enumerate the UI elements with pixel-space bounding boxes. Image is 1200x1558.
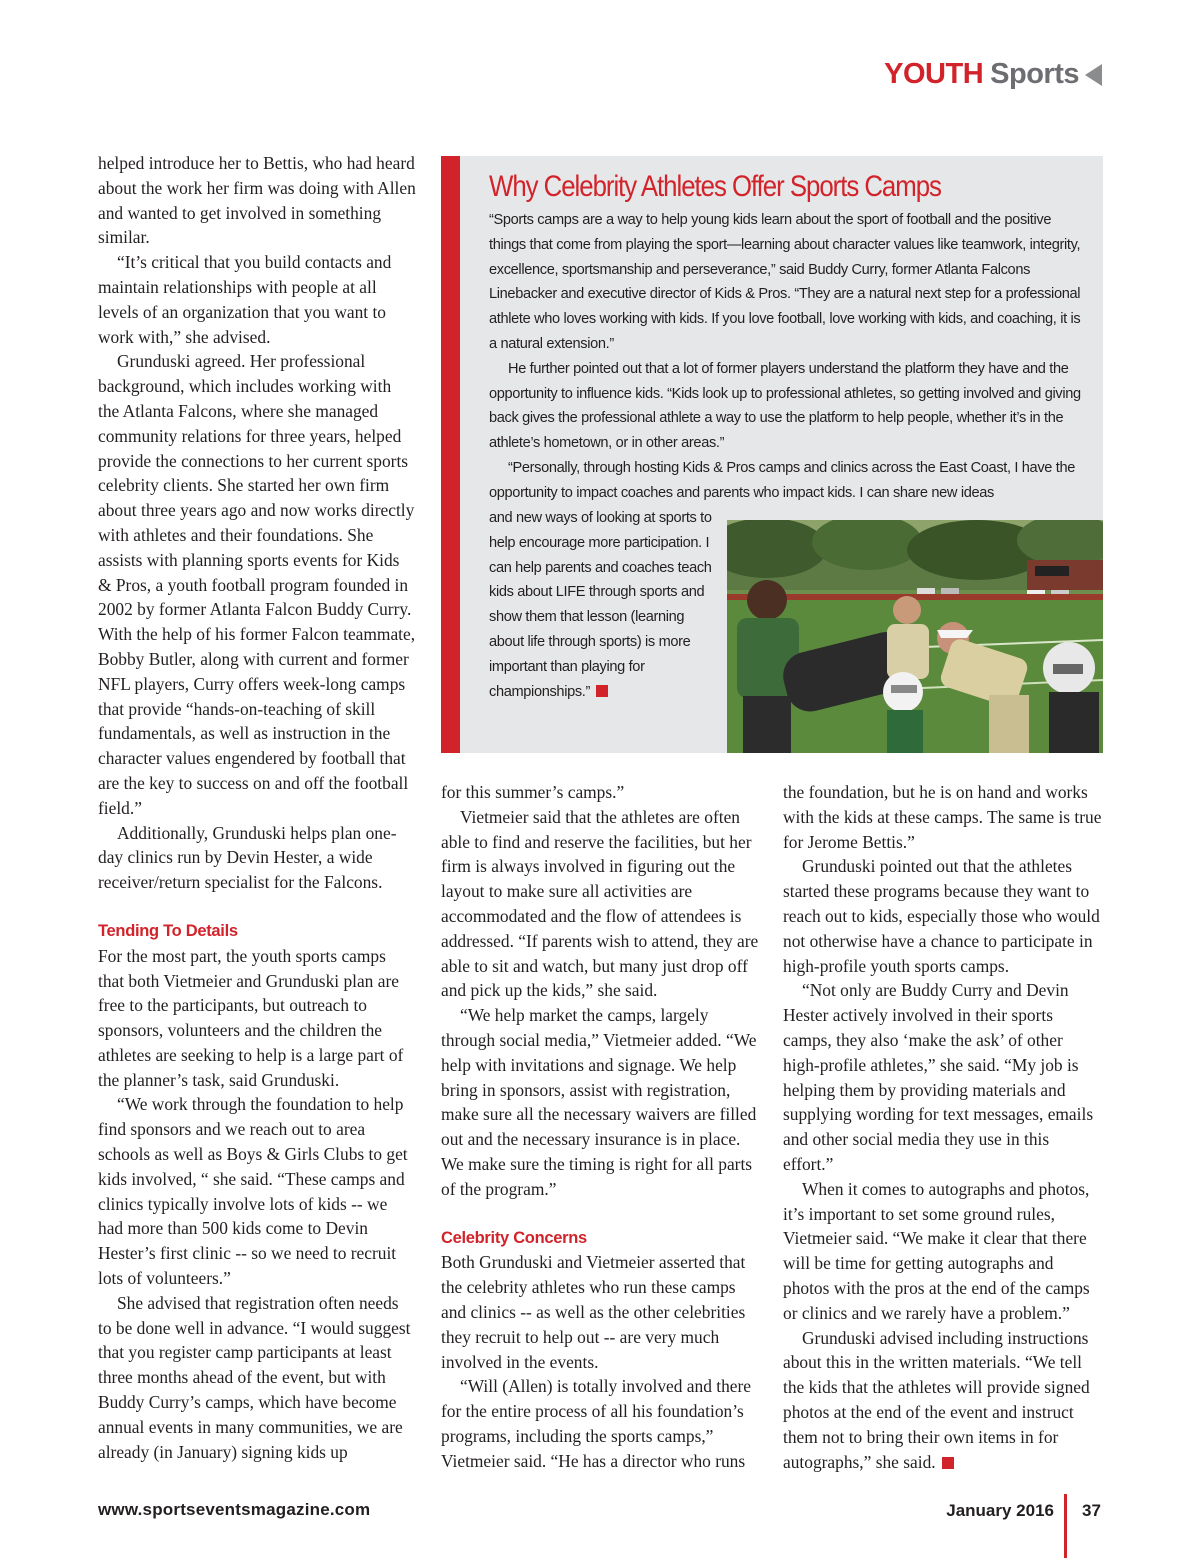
sidebar-paragraph: “Personally, through hosting Kids & Pros camps and clinics across the East Coast, I have the opportunity to impact coaches and parents who impact kids. I can share new ideas	[489, 459, 1075, 501]
section-header	[884, 58, 1102, 91]
football-camp-photo	[727, 520, 1103, 753]
page-number: 37	[1082, 1501, 1101, 1520]
footer-date: January 2016	[946, 1501, 1054, 1520]
paragraph: “Will (Allen) is totally involved and there for the entire process of all his foundation’s programs, including the sports camps,” Vietmeier said. “He has a director who runs	[441, 1376, 751, 1471]
paragraph: For the most part, the youth sports camps that both Vietmeier and Grunduski plan are free to the participants, but outreach to sponsors, volunteers and the children the athletes are seeking to help is a large part of the planner’s task, said Grunduski.	[98, 945, 404, 1090]
section-header-light: Sports	[990, 58, 1079, 90]
article-column-3	[783, 780, 1103, 1474]
paragraph: When it comes to autographs and photos, it’s important to set some ground rules, Vietmeier said. “We make it clear that there will be time for getting autographs and photos with the pros at the end of the camps or clinics and we rarely have a problem.”	[783, 1178, 1090, 1323]
paragraph: the foundation, but he is on hand and works with the kids at these camps. The same is true for Jerome Bettis.”	[783, 782, 1102, 852]
article-column-2	[441, 780, 761, 1474]
article-column-1	[98, 151, 416, 1464]
paragraph: Grunduski pointed out that the athletes started these programs because they want to reach out to kids, especially those who would not otherwise have a chance to participate in high-profile youth sports camps.	[783, 856, 1100, 976]
sidebar-body	[489, 208, 1089, 506]
paragraph: Additionally, Grunduski helps plan one-day clinics run by Devin Hester, a wide receiver/return specialist for the Falcons.	[98, 822, 397, 893]
sidebar-paragraph: and new ways of looking at sports to help encourage more participation. I can help parents and coaches teach kids about LIFE through sports and show them that lesson (learning about life through sports) is more important than playing for championships.”	[489, 510, 712, 700]
sidebar-accent-bar	[441, 156, 460, 753]
paragraph: Grunduski advised including instructions about this in the written materials. “We tell the kids that the athletes will provide signed photos at the end of the event and instruct them not to bring their own items in for autographs,” she said.	[783, 1327, 1090, 1472]
sidebar-title: Why Celebrity Athletes Offer Sports Camps	[489, 170, 941, 203]
paragraph: Grunduski agreed. Her professional background, which includes working with the Atlanta Falcons, where she managed community relations for three years, helped provide the connections to her current sports celebrity clients. She started her own firm about three years ago and now works directly with athletes and their foundations. She assists with planning sports events for Kids & Pros, a youth football program founded in 2002 by former Atlanta Falcon Buddy Curry. With the help of his former Falcon teammate, Bobby Butler, along with current and former NFL players, Curry offers week-long camps that provide “hands-on-teaching of skill fundamentals, as well as instruction in the character values engendered by football that are the key to success on and off the football field.”	[98, 351, 416, 818]
sidebar-box	[441, 156, 1103, 753]
subhead-tending-to-details: Tending To Details	[98, 921, 238, 940]
footer-divider	[1064, 1494, 1067, 1558]
paragraph: for this summer’s camps.”	[441, 782, 625, 802]
triangle-left-icon	[1085, 64, 1102, 86]
footer-url: www.sportseventsmagazine.com	[98, 1500, 371, 1519]
end-mark-icon	[942, 1457, 954, 1469]
paragraph: “It’s critical that you build contacts and maintain relationships with people at all levels of an organization that you want to work with,” she advised.	[98, 252, 392, 347]
paragraph: “Not only are Buddy Curry and Devin Hester actively involved in their sports camps, they also ‘make the ask’ of other high-profile athletes,” she said. “My job is helping them by providing materials and supplying wording for text messages, emails and other social media they use in this effort.”	[783, 980, 1094, 1174]
sidebar-paragraph: He further pointed out that a lot of former players understand the platform they have and the opportunity to influence kids. “Kids look up to professional athletes, so getting involved and giving back gives the professional athlete a way to use the platform to help people, whether it’s in the athlete’s hometown, or in other areas.”	[489, 360, 1081, 452]
paragraph: helped introduce her to Bettis, who had heard about the work her firm was doing with Allen and wanted to get involved in something similar.	[98, 153, 416, 248]
sidebar-narrow-text	[489, 506, 717, 704]
paragraph: “We help market the camps, largely through social media,” Vietmeier added. “We help with invitations and signage. We help bring in sponsors, assist with registration, make sure all the necessary waivers are filled out and the necessary insurance is in place. We make sure the timing is right for all parts of the program.”	[441, 1005, 757, 1199]
paragraph: Both Grunduski and Vietmeier asserted that the celebrity athletes who run these camps and clinics -- as well as the other celebrities they recruit to help out -- are very much involved in the events.	[441, 1252, 746, 1372]
end-mark-icon	[596, 685, 608, 697]
subhead-celebrity-concerns: Celebrity Concerns	[441, 1228, 587, 1247]
paragraph: “We work through the foundation to help find sponsors and we reach out to area schools as well as Boys & Girls Clubs to get kids involved, “ she said. “These camps and clinics typically involve lots of kids -- we had more than 500 kids come to Devin Hester’s first clinic -- so we need to recruit lots of volunteers.”	[98, 1094, 408, 1289]
section-header-bold: YOUTH	[884, 58, 984, 90]
paragraph: She advised that registration often needs to be done well in advance. “I would suggest that you register camp participants at least three months ahead of the event, but with Buddy Curry’s camps, which have become annual events in many communities, we are already (in January) signing kids up	[98, 1292, 411, 1462]
sidebar-paragraph: “Sports camps are a way to help young kids learn about the sport of football and the positive things that come from playing the sport—learning about character values like teamwork, integrity, excellence, sportsmanship and perseverance,” said Buddy Curry, former Atlanta Falcons Linebacker and executive director of Kids & Pros. “They are a natural next step for a professional athlete who loves working with kids. If you love football, love working with kids, and coaching, it is a natural extension.”	[489, 212, 1081, 352]
paragraph: Vietmeier said that the athletes are often able to find and reserve the facilities, but her firm is always involved in figuring out the layout to make sure all activities are accommodated and the flow of attendees is addressed. “If parents wish to attend, they are able to sit and watch, but many just drop off and pick up the kids,” she said.	[441, 806, 759, 1001]
